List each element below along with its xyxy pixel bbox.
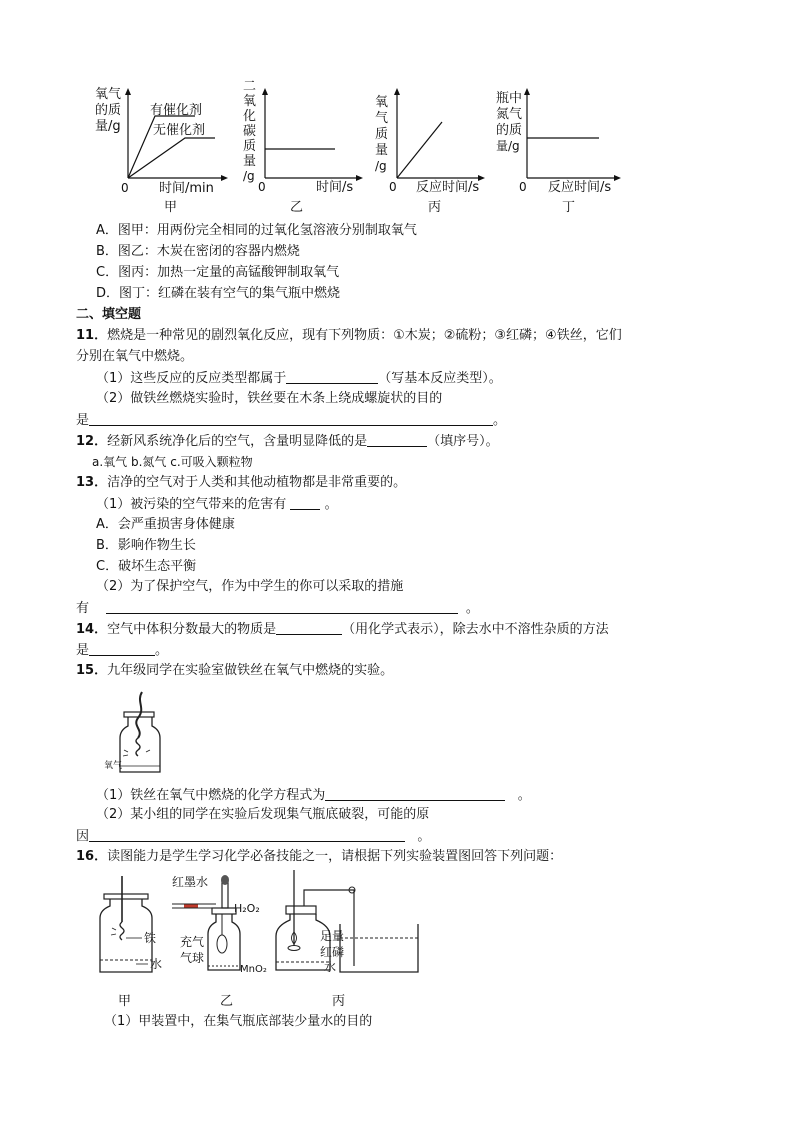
q11-part1 [96,369,502,388]
graph-yi [240,78,370,196]
q13-part2-suffix: 。 [465,601,479,616]
q16-yi-label-h2o2: H₂O₂ [234,902,260,915]
q16-jia-spiral [120,922,124,940]
graph-yi-origin: 0 [258,180,266,194]
q16-yi-dropper-bulb [221,875,229,885]
q14-answer-prefix: 是 [76,643,90,658]
graph-ding [494,86,629,196]
q11-part1-text: （1）这些反应的反应类型都属于 [96,371,287,386]
graph-bing-ylabel-5: /g [375,159,387,173]
q11-stem-line2: 分别在氧气中燃烧。 [76,349,194,364]
graph-jia-y-arrow [125,88,131,95]
q13-number: 13． [76,475,108,490]
q13-part2: （2）为了保护空气，作为中学生的你可以采取的措施 [96,579,404,594]
q16-yi-label-balloon: 气球 [180,951,205,965]
graph-bing-origin: 0 [389,180,397,194]
graph-ding-caption: 丁 [562,200,576,215]
graph-bing-xlabel: 反应时间/s [416,180,480,195]
q16-part1: （1）甲装置中，在集气瓶底部装少量水的目的 [104,1014,373,1029]
q16-yi-label-inflated: 充气 [180,935,205,949]
graph-jia [95,86,230,196]
q11-stem-text: 燃烧是一种常见的剧烈氧化反应，现有下列物质：①木炭；②硫粉；③红磷；④铁丝，它们 [107,328,622,343]
q10-option-c: C．图丙：加热一定量的高锰酸钾制取氧气 [96,265,340,280]
q11-part1-answer-blank[interactable] [286,369,378,384]
graph-jia-x-arrow [221,175,228,181]
graph-bing-ylabel-2: 气 [375,111,389,126]
q10-option-d: D．图丁：红磷在装有空气的集气瓶中燃烧 [96,286,341,301]
q16-caption-jia: 甲 [118,994,132,1009]
graph-bing-caption: 丙 [428,200,442,215]
graph-jia-ylabel-1: 氧气 [95,87,122,102]
q14-number: 14． [76,622,108,637]
q14-stem [76,620,609,639]
graph-jia-ylabel-2: 的质 [95,103,122,118]
q16-yi-label-mno2: MnO₂ [240,964,267,975]
q13-part1-suffix: 。 [324,497,338,512]
graph-ding-xlabel: 反应时间/s [548,180,612,195]
q16-jia-lid [104,894,148,899]
q15-stem-text: 九年级同学在实验室做铁丝在氧气中燃烧的实验。 [107,663,394,678]
q14-answer-blank-1[interactable] [276,620,342,635]
graph-jia-xlabel: 时间/min [159,181,214,196]
graph-bing-line [397,122,442,178]
q16-stem-text: 读图能力是学生学习化学必备技能之一，请根据下列实验装置图回答下列问题： [107,849,563,864]
graph-bing-ylabel-3: 质 [375,127,389,142]
q12-answer-blank[interactable] [367,432,427,447]
q13-option-b: B．影响作物生长 [96,538,196,553]
q16-bing-label-ample: 足量 [320,929,345,943]
graph-bing-y-arrow [394,88,400,95]
q15-part1-suffix: 。 [517,788,531,803]
graph-yi-ylabel-6: 量 [243,154,257,169]
graph-bing-ylabel-4: 量 [375,143,389,158]
graph-ding-y-arrow [524,88,530,95]
q13-stem [76,474,406,492]
graph-jia-ylabel-3: 量/g [95,119,121,134]
q16-stem [76,848,562,866]
q16-caption-bing: 丙 [332,994,346,1009]
q15-spark [124,750,128,752]
q16-yi-stopper [212,908,236,914]
q16-apparatus-jia [96,872,176,976]
section-heading-fill-in: 二、填空题 [76,307,142,322]
q11-part2: （2）做铁丝燃烧实验时，铁丝要在木条上绕成螺旋状的目的 [96,391,443,406]
q15-part1-answer-blank[interactable] [325,786,505,801]
q16-yi-balloon [217,935,227,953]
graph-yi-ylabel-5: 质 [243,139,257,154]
q16-yi-flask [208,914,240,970]
q15-part2-answer-line [76,827,430,846]
graph-yi-ylabel-2: 氧 [243,94,257,109]
q12-stem-suffix: （填序号）。 [427,434,499,449]
q14-stem-text: 空气中体积分数最大的物质是 [107,622,277,637]
q16-caption-yi: 乙 [220,994,234,1009]
graph-yi-ylabel-3: 化 [243,109,257,124]
graph-jia-curve-nocatalyst [128,138,215,178]
q16-apparatus-yi [172,872,272,976]
q16-bing-label-water: 水 [324,960,337,974]
q16-jia-spark [111,934,116,935]
q11-stem-line1 [76,327,622,345]
q16-bing-stopper [286,906,316,914]
graph-bing-ylabel-1: 氧 [375,95,389,110]
q10-option-b: B．图乙：木炭在密闭的容器内燃烧 [96,244,300,259]
graph-yi-ylabel-4: 碳 [243,124,257,139]
q13-part1-text: （1）被污染的空气带来的危害有 [96,497,287,512]
graph-ding-ylabel-3: 的质 [496,123,523,138]
q13-part2-answer-blank[interactable] [106,599,458,614]
q16-yi-label-red-ink: 红墨水 [172,875,209,889]
q11-number: 11． [76,328,108,343]
q12-number: 12． [76,434,108,449]
graph-ding-ylabel-2: 氮气 [496,107,523,122]
graph-jia-curve2-label: 无催化剂 [153,123,206,138]
q15-part2-suffix: 。 [417,829,431,844]
q13-option-a: A．会严重损害身体健康 [96,517,235,532]
q14-answer-blank-2[interactable] [89,641,155,656]
graph-ding-origin: 0 [519,180,527,194]
q11-part2-prefix: 是 [76,413,90,428]
q14-answer-line [76,641,168,660]
q15-number: 15． [76,663,108,678]
q13-stem-text: 洁净的空气对于人类和其他动植物都是非常重要的。 [107,475,407,490]
graph-ding-ylabel-4: 量/g [496,139,520,153]
q15-holder-wire [136,692,142,738]
q15-spark [146,750,150,752]
q15-part2: （2）某小组的同学在实验后发现集气瓶底破裂，可能的原 [96,807,430,822]
q11-part2-answer-line [76,411,506,430]
q15-stem [76,662,393,680]
graph-ding-ylabel-1: 瓶中 [496,91,523,106]
q16-apparatus-bing [272,866,424,978]
q16-jia-spark [112,928,116,930]
q16-bing-label-red-phosphorus: 红磷 [320,945,345,959]
graph-yi-x-arrow [356,175,363,181]
q12-options: a.氧气 b.氮气 c.可吸入颗粒物 [92,455,253,469]
q15-iron-spiral [136,738,140,756]
graph-jia-origin: 0 [121,181,129,195]
q15-part1 [96,786,531,805]
q15-part2-prefix: 因 [76,829,90,844]
q13-option-c: C．破坏生态平衡 [96,559,197,574]
q10-option-a: A．图甲：用两份完全相同的过氧化氢溶液分别制取氧气 [96,223,417,238]
q16-number: 16． [76,849,108,864]
q13-part2-prefix: 有 [76,601,90,616]
q15-part2-answer-blank[interactable] [89,827,405,842]
graph-bing [372,86,492,196]
q13-part1 [96,495,338,514]
q16-bing-beaker [340,924,418,972]
graph-yi-ylabel-1: 二 [243,79,257,94]
q16-jia-label-iron: 铁 [144,931,157,945]
q16-jia-label-water: 水 [150,957,163,971]
q13-part1-answer-blank[interactable] [290,495,320,510]
q15-part1-text: （1）铁丝在氧气中燃烧的化学方程式为 [96,788,326,803]
graph-jia-caption: 甲 [164,200,178,215]
q11-part2-suffix: 。 [493,413,507,428]
graph-ding-x-arrow [614,175,621,181]
q15-spark [123,755,128,756]
q16-bing-spoon [288,946,300,951]
graph-yi-xlabel: 时间/s [316,180,354,195]
q12-stem-text: 经新风系统净化后的空气，含量明显降低的是 [107,434,368,449]
q15-iron-wire-figure [104,688,174,778]
graph-yi-ylabel-7: /g [243,169,255,183]
q13-part2-answer-line [76,599,479,618]
q11-part1-suffix: （写基本反应类型）。 [378,371,502,386]
q11-part2-answer-blank[interactable] [89,411,493,426]
q12-stem [76,432,499,451]
graph-yi-caption: 乙 [290,200,304,215]
graph-jia-curve1-label: 有催化剂 [150,103,203,118]
q14-stem-middle: （用化学式表示），除去水中不溶性杂质的方法 [342,622,609,637]
q15-bottle-body [120,717,160,772]
q15-oxygen-label: 氧气 [104,761,123,771]
q14-answer-suffix: 。 [155,643,169,658]
graph-yi-y-arrow [262,88,268,95]
